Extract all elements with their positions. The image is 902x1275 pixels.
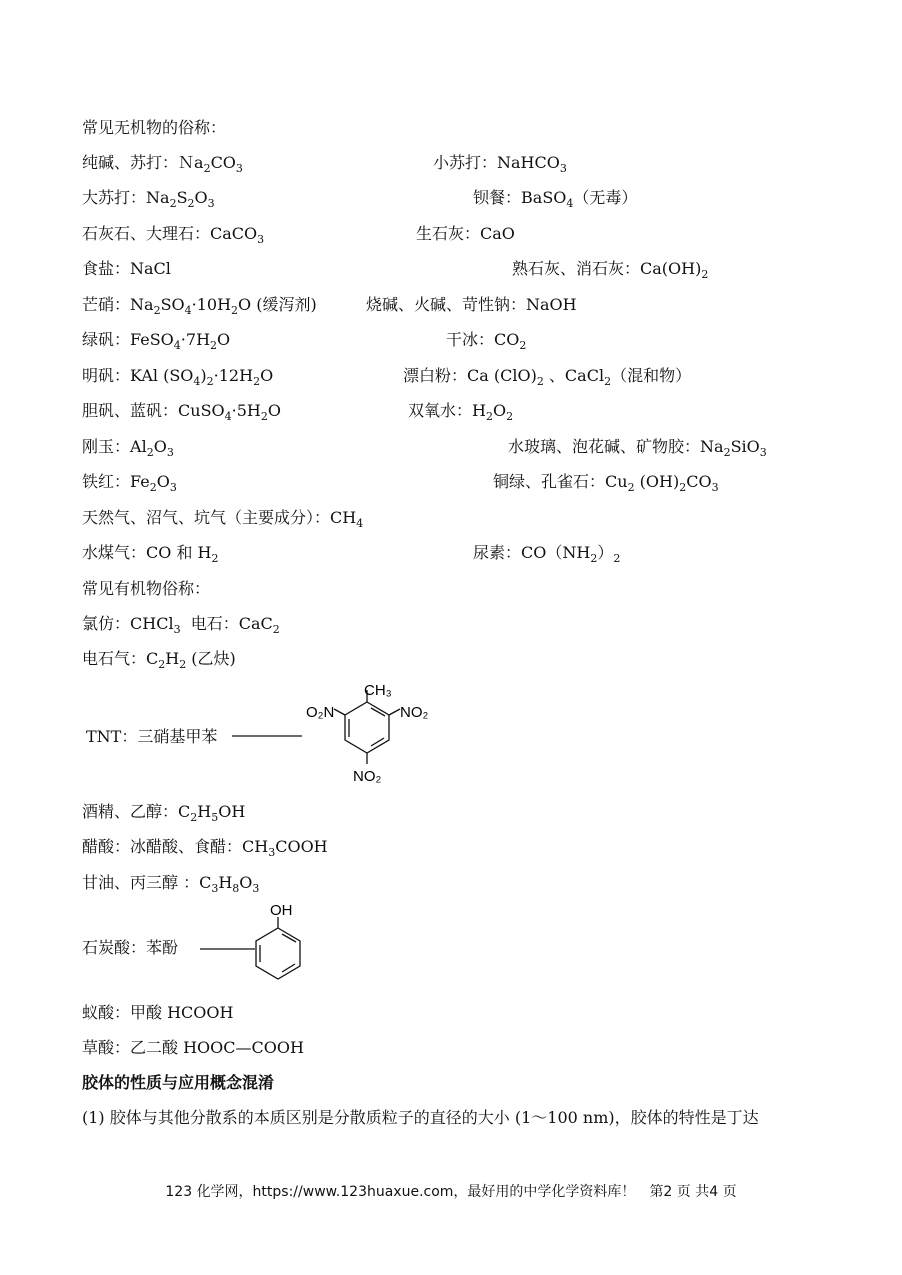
entry-corundum: 刚玉：$Al_2O_3$: [82, 437, 174, 459]
entry-urea: 尿素：$CO(NH_2)_2$: [473, 543, 621, 565]
entry-caustic-soda: 烧碱、火碱、苛性钠：NaOH: [366, 295, 577, 314]
phenol-benzene-ring: [256, 917, 300, 979]
entry-slaked-lime: 熟石灰、消石灰：$Ca(OH)_2$: [512, 259, 709, 281]
colloid-heading: 胶体的性质与应用概念混淆: [82, 1073, 275, 1092]
entry-blue-vitriol: 胆矾、蓝矾：$CuSO_4\cdot 5H_2O$: [82, 401, 281, 423]
entry-malachite: 铜绿、孔雀石：$Cu_2$ $(OH)_2CO_3$: [493, 472, 719, 494]
entry-phenol: 石炭酸：苯酚: [82, 938, 179, 957]
entry-ethanol: 酒精、乙醇：$C_2H_5OH$: [82, 802, 246, 824]
inorganic-heading: 常见无机物的俗称：: [82, 118, 227, 137]
entry-acetylene: 电石气：$C_2H_2$ (乙炔): [82, 649, 236, 671]
entry-limestone: 石灰石、大理石：CaCO$_3$: [82, 224, 265, 246]
entry-dry-ice: 干冰：$CO_2$: [446, 330, 527, 352]
entry-bleaching-powder: 漂白粉：Ca $(ClO)_2$ 、CaCl$_2$（混和物）: [403, 366, 692, 388]
page-number: 第2 页 共4 页: [649, 1184, 737, 1200]
footer-text: 123 化学网，https://www.123huaxue.com，最好用的中学化学资料库！: [165, 1184, 636, 1200]
tnt-structure: [230, 676, 450, 794]
entry-natural-gas: 天然气、沼气、坑气（主要成分）：$CH_4$: [82, 508, 364, 530]
entry-alum: 明矾：KAl $(SO_4)_2\cdot 12H_2O$: [82, 366, 274, 388]
entry-hydrogen-peroxide: 双氧水：$H_2O_2$: [408, 401, 514, 423]
entry-barium-meal: 钡餐：BaSO$_4$（无毒）: [473, 188, 638, 210]
entry-glauber-salt: 芒硝：$Na_2SO_4\cdot 10H_2O$ (缓泻剂): [82, 295, 317, 317]
tnt-benzene-ring: [334, 690, 400, 764]
colloid-paragraph: (1) 胶体与其他分散系的本质区别是分散质粒子的直径的大小 (1～100 nm)，胶体的特性是丁达: [82, 1108, 759, 1127]
entry-iron-red: 铁红：$Fe_2O_3$: [82, 472, 177, 494]
entry-oxalic-acid: 草酸：乙二酸 HOOC—COOH: [82, 1038, 304, 1057]
tnt-no2-left-label: O₂N: [306, 704, 335, 721]
tnt-methyl-label: CH₃: [364, 682, 392, 699]
entry-formic-acid: 蚁酸：甲酸 HCOOH: [82, 1003, 234, 1022]
entry-hypo: 大苏打：$Na_2S_2O_3$: [82, 188, 215, 210]
entry-tnt: TNT：三硝基甲苯: [86, 727, 218, 746]
entry-quicklime: 生石灰：CaO: [416, 224, 515, 243]
entry-water-glass: 水玻璃、泡花碱、矿物胶：$Na_2SiO_3$: [508, 437, 767, 459]
entry-green-vitriol: 绿矾：$FeSO_4\cdot 7H_2O$: [82, 330, 231, 352]
entry-glycerol: 甘油、丙三醇 ：$C_3H_8O_3$: [82, 873, 260, 895]
entry-chloroform: 氯仿：CHCl$_3$ 电石：CaC$_2$: [82, 614, 280, 636]
tnt-no2-bottom-label: NO₂: [353, 768, 382, 785]
entry-acetic-acid: 醋酸：冰醋酸、食醋：$CH_3COOH$: [82, 837, 328, 859]
entry-water-gas: 水煤气：CO 和 $H_2$: [82, 543, 219, 565]
entry-salt: 食盐：NaCl: [82, 259, 171, 278]
page-footer: [0, 1181, 902, 1201]
phenol-oh-label: OH: [270, 902, 293, 919]
tnt-no2-right-label: NO₂: [400, 704, 429, 721]
organic-heading: 常见有机物俗称：: [82, 579, 211, 598]
phenol-structure: [195, 900, 315, 992]
entry-baking-soda: 小苏打：NaHCO$_3$: [433, 153, 567, 175]
entry-soda: 纯碱、苏打：$Na_2CO_3$: [82, 153, 243, 175]
